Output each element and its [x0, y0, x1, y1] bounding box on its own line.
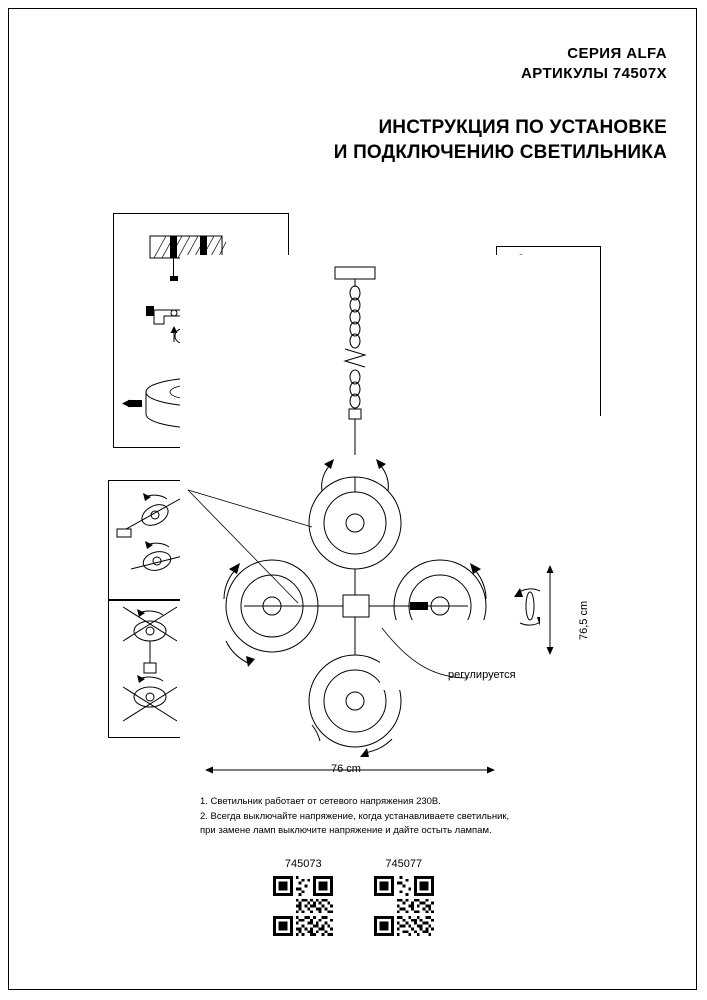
terminal-label-L-top: L — [419, 289, 425, 299]
rotation-detail-top-drawing — [109, 481, 191, 599]
note-line-3: при замене ламп выключите напряжение и дайте остыть лампам. — [200, 825, 492, 836]
rotation-detail-bottom-drawing — [109, 601, 191, 737]
callout-label-b: b — [561, 377, 567, 391]
page-title — [0, 115, 667, 165]
header-block — [521, 44, 667, 84]
step-number-3: 3 — [239, 342, 245, 352]
callout-label-a: a — [562, 293, 568, 307]
qr-label-1: 745073 — [284, 858, 322, 870]
title-line-2: И ПОДКЛЮЧЕНИЮ СВЕТИЛЬНИКА — [333, 142, 667, 163]
width-dimension-label: 76 cm — [331, 763, 361, 775]
chandelier-drawing — [180, 255, 600, 775]
note-line-2: 2. Всегда выключайте напряжение, когда устанавливаете светильник, — [200, 810, 510, 822]
qr-code-icon-2 — [374, 876, 434, 936]
height-dimension-line — [540, 565, 560, 655]
note-line-1: 1. Светильник работает от сетевого напряжения 230В. — [200, 796, 441, 807]
step-number-1: 1 — [179, 332, 185, 342]
step-number-2: 2 — [217, 332, 223, 342]
notes-block — [200, 795, 620, 839]
adjust-label: регулируется — [448, 669, 516, 681]
qr-block-2 — [374, 858, 434, 936]
terminal-label-N-left: N — [401, 319, 408, 329]
qr-block-1 — [273, 858, 333, 936]
article-label: АРТИКУЛЫ 74507X — [521, 65, 667, 82]
title-line-1: ИНСТРУКЦИЯ ПО УСТАНОВКЕ — [378, 117, 667, 138]
qr-code-icon-1 — [273, 876, 333, 936]
qr-label-2: 745077 — [385, 858, 423, 870]
qr-section — [0, 858, 707, 936]
series-label: СЕРИЯ ALFA — [567, 45, 667, 62]
height-dimension-label: 76,5 cm — [578, 600, 590, 640]
